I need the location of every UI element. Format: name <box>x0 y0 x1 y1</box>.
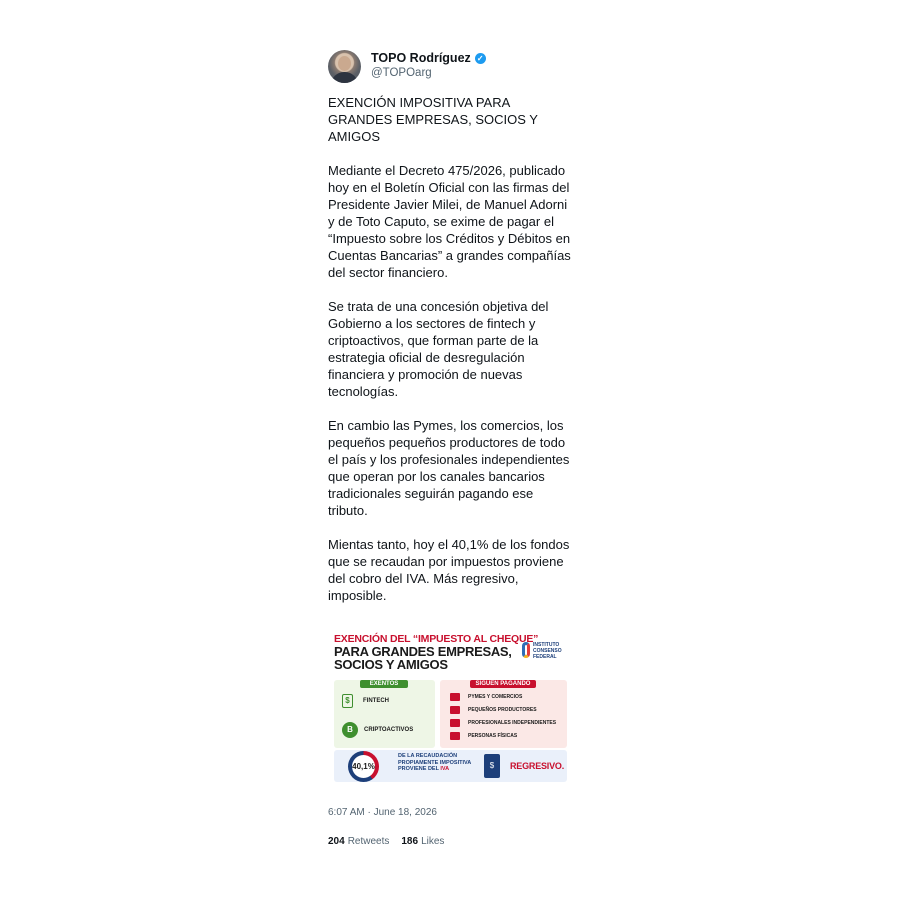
exentos-item-label: FINTECH <box>363 698 389 704</box>
likes-label: Likes <box>421 836 445 847</box>
siguen-item-label: PROFESIONALES INDEPENDIENTES <box>468 720 557 726</box>
siguen-pagando-panel <box>440 680 567 748</box>
tweet-paragraph: En cambio las Pymes, los comercios, los pequeños pequeños productores de todo el país y los profesionales independientes que operan por los canales bancarios tradicionales seguirán pagando ese tributo. <box>328 418 570 518</box>
author-name-row[interactable] <box>371 51 486 66</box>
logo-line: INSTITUTO <box>533 642 560 648</box>
infographic-subheadline <box>334 645 512 671</box>
siguen-item-label: PEQUEÑOS PRODUCTORES <box>468 707 537 713</box>
tweet-timestamp[interactable]: 6:07 AM · June 18, 2026 <box>328 807 437 818</box>
iva-banner-text <box>398 753 471 773</box>
phone-dollar-icon: $ <box>342 694 353 708</box>
iva-banner-line-text: PROVIENE DEL <box>398 766 439 772</box>
tweet-header <box>328 48 573 84</box>
tweet-text <box>328 94 573 604</box>
avatar[interactable] <box>328 50 361 83</box>
receipt-dollar-icon: $ <box>484 754 500 778</box>
infographic-subheadline-line: SOCIOS Y AMIGOS <box>334 657 448 672</box>
regresivo-label: REGRESIVO. <box>510 761 565 771</box>
store-icon <box>450 693 460 701</box>
tweet-paragraph: Mediante el Decreto 475/2026, publicado hoy en el Boletín Oficial con las firmas del Presidente Javier Milei, de Manuel Adorni y de Toto Caputo, se exime de pagar el “Impuesto sobre los Créditos y Débitos en Cuentas Bancarias” a grandes compañías del sector financiero. <box>328 163 571 280</box>
siguen-item <box>450 732 517 740</box>
percent-value: 40,1% <box>352 755 375 778</box>
percent-donut <box>348 751 379 782</box>
logo-mark-icon <box>522 642 530 658</box>
professional-icon <box>450 719 460 727</box>
likes-count: 186 <box>401 836 419 847</box>
exentos-panel <box>334 680 435 748</box>
iva-word: IVA <box>440 766 450 772</box>
verified-badge-icon: ✓ <box>475 53 486 64</box>
consenso-federal-logo <box>522 640 567 662</box>
iva-banner-line: PROPIAMENTE IMPOSITIVA <box>398 759 472 766</box>
logo-text <box>533 642 562 660</box>
avatar-face <box>338 56 351 71</box>
infographic-subheadline-line: PARA GRANDES EMPRESAS, <box>334 644 512 659</box>
tweet-paragraph: Mientas tanto, hoy el 40,1% de los fondos que se recaudan por impuestos proviene del cobro del IVA. Más regresivo, imposible. <box>328 537 570 603</box>
siguen-item <box>450 693 522 701</box>
siguen-item-label: PERSONAS FÍSICAS <box>468 733 518 739</box>
retweets-stat[interactable] <box>328 836 389 847</box>
iva-banner <box>334 750 567 782</box>
siguen-pagando-tag: SIGUEN PAGANDO <box>470 680 536 688</box>
author-handle[interactable]: @TOPOarg <box>371 67 432 79</box>
iva-banner-line: DE LA RECAUDACIÓN <box>398 753 458 759</box>
author-name[interactable]: TOPO Rodríguez <box>371 51 471 65</box>
people-icon <box>450 732 460 740</box>
logo-line: CONSENSO <box>533 648 562 654</box>
exentos-item-label: CRIPTOACTIVOS <box>364 727 414 733</box>
tractor-icon <box>450 706 460 714</box>
tweet-media-infographic[interactable] <box>332 632 568 790</box>
logo-line: FEDERAL <box>533 654 557 660</box>
iva-banner-line <box>398 766 471 773</box>
tweet-paragraph: EXENCIÓN IMPOSITIVA PARA GRANDES EMPRESAS, SOCIOS Y AMIGOS <box>328 95 538 144</box>
avatar-shoulders <box>331 72 358 83</box>
retweets-label: Retweets <box>347 836 390 847</box>
siguen-item <box>450 719 556 727</box>
siguen-item-label: PYMES Y COMERCIOS <box>468 694 523 700</box>
exentos-item-fintech <box>342 694 389 708</box>
tweet-paragraph: Se trata de una concesión objetiva del Gobierno a los sectores de fintech y criptoactivos, que forman parte de la estrategia oficial de desregulación financiera y promoción de nuevas tecnologías. <box>328 299 549 399</box>
exentos-tag: EXENTOS <box>360 680 408 688</box>
tweet <box>328 48 573 604</box>
tweet-stats <box>328 836 456 847</box>
siguen-item <box>450 706 537 714</box>
author-block <box>371 51 486 81</box>
likes-stat[interactable] <box>401 836 444 847</box>
infographic-headline: EXENCIÓN DEL “IMPUESTO AL CHEQUE” <box>334 633 539 645</box>
retweets-count: 204 <box>328 836 345 847</box>
bitcoin-icon: B <box>342 722 358 738</box>
exentos-item-cripto <box>342 722 413 738</box>
